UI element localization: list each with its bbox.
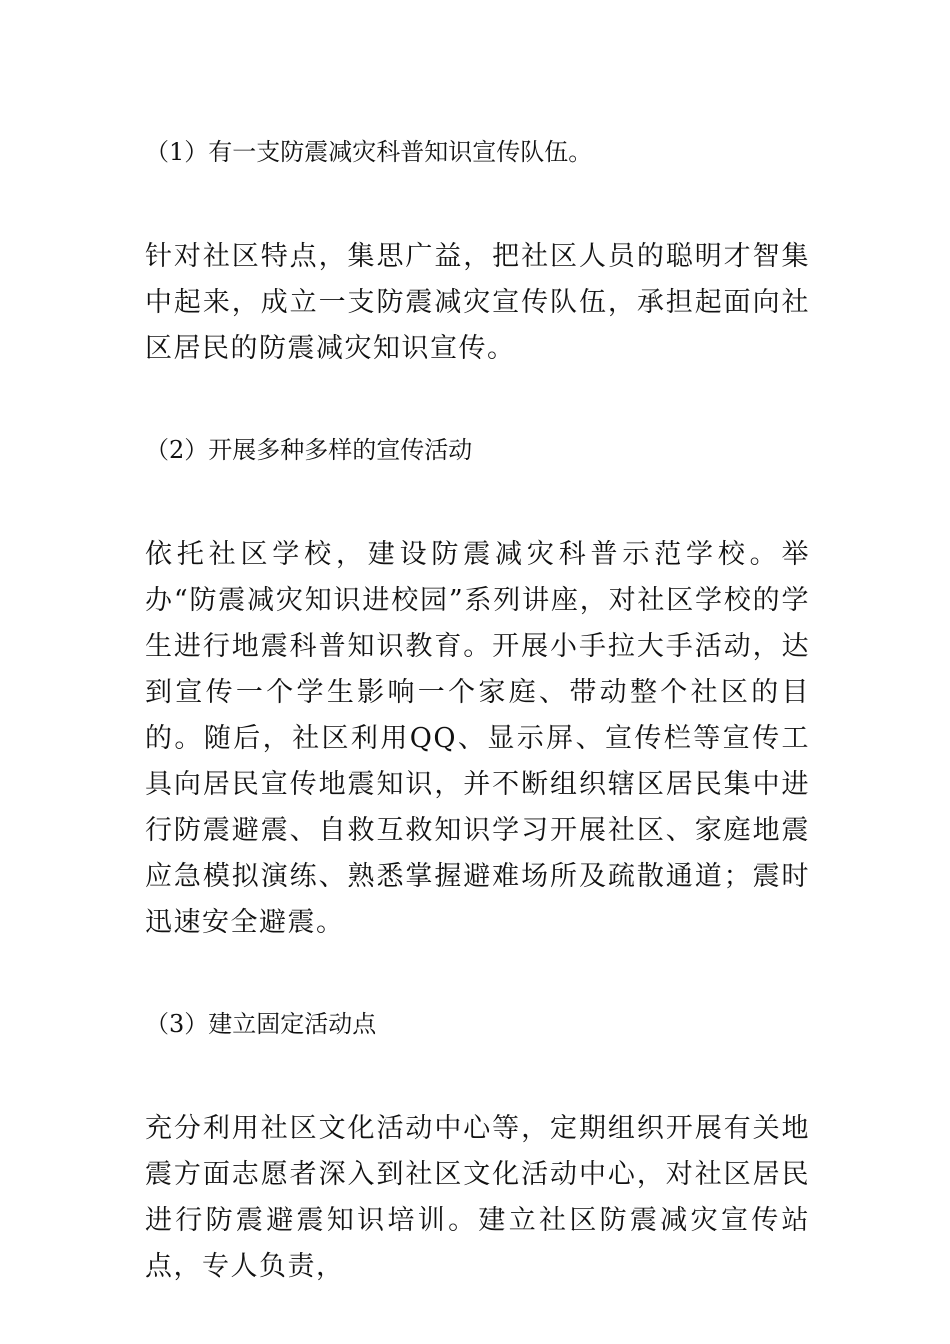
section-body-3: 充分利用社区文化活动中心等，定期组织开展有关地震方面志愿者深入到社区文化活动中心，对社区居民进行防震避震知识培训。建立社区防震减灾宣传站点，专人负责， — [145, 1113, 810, 1282]
section-heading-1: （1）有一支防震减灾科普知识宣传队伍。 — [145, 138, 593, 166]
section-heading-2: （2）开展多种多样的宣传活动 — [145, 436, 473, 464]
section-body-1: 针对社区特点，集思广益，把社区人员的聪明才智集中起来，成立一支防震减灾宣传队伍，承担起面向社区居民的防震减灾知识宣传。 — [145, 241, 810, 364]
section-body-2: 依托社区学校，建设防震减灾科普示范学校。举办“防震减灾知识进校园”系列讲座，对社区学校的学生进行地震科普知识教育。开展小手拉大手活动，达到宣传一个学生影响一个家庭、带动整个社区的目的。随后，社区利用QQ、显示屏、宣传栏等宣传工具向居民宣传地震知识，并不断组织辖区居民集中进行防震避震、自救互救知识学习开展社区、家庭地震应急模拟演练、熟悉掌握避难场所及疏散通道；震时迅速安全避震。 — [145, 539, 810, 938]
section-heading-3: （3）建立固定活动点 — [145, 1010, 377, 1038]
document-content — [145, 132, 810, 1290]
